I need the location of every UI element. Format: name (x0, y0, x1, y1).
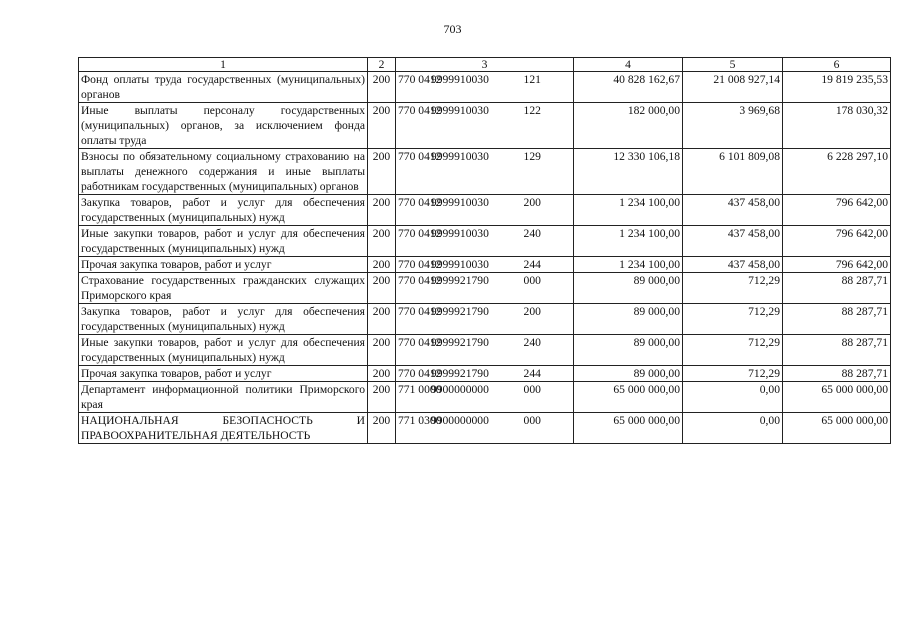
row-expense-type-code: 200 (523, 305, 541, 318)
row-value-col5: 712,29 (683, 273, 783, 304)
column-header: 2 (368, 58, 396, 72)
row-value-col5: 6 101 809,08 (683, 149, 783, 195)
table-row (79, 257, 891, 273)
row-expense-type-code: 122 (523, 104, 541, 117)
table-row (79, 149, 891, 195)
row-value-col6: 796 642,00 (783, 226, 891, 257)
row-name: Иные закупки товаров, работ и услуг для обеспечения государственных (муниципальных) нужд (79, 226, 368, 257)
row-value-col4: 65 000 000,00 (574, 382, 683, 413)
row-ministry-code: 200 (368, 304, 396, 335)
row-classification-code (396, 257, 574, 273)
row-target-code: 9999921790 (430, 274, 489, 287)
row-expense-type-code: 200 (523, 196, 541, 209)
row-section-code: 770 0412 (398, 274, 442, 287)
table-row (79, 304, 891, 335)
table-row (79, 335, 891, 366)
row-value-col6: 6 228 297,10 (783, 149, 891, 195)
row-ministry-code: 200 (368, 72, 396, 103)
row-value-col6: 796 642,00 (783, 195, 891, 226)
row-classification-code (396, 335, 574, 366)
row-expense-type-code: 240 (523, 336, 541, 349)
row-value-col5: 712,29 (683, 335, 783, 366)
row-target-code: 9900000000 (430, 414, 489, 427)
table-row (79, 382, 891, 413)
table-row (79, 413, 891, 444)
table-row (79, 103, 891, 149)
page-number: 703 (443, 22, 462, 36)
row-value-col5: 437 458,00 (683, 257, 783, 273)
row-value-col5: 712,29 (683, 366, 783, 382)
row-ministry-code: 200 (368, 195, 396, 226)
column-header: 5 (683, 58, 783, 72)
row-name: Взносы по обязательному социальному страхованию на выплаты денежного содержания и иные выплаты работникам государственных (муниципальных) органов (79, 149, 368, 195)
row-section-code: 770 0412 (398, 336, 442, 349)
row-ministry-code: 200 (368, 226, 396, 257)
table-row (79, 273, 891, 304)
row-expense-type-code: 000 (523, 414, 541, 427)
row-classification-code (396, 195, 574, 226)
row-classification-code (396, 226, 574, 257)
row-name: Иные закупки товаров, работ и услуг для обеспечения государственных (муниципальных) нужд (79, 335, 368, 366)
row-classification-code (396, 149, 574, 195)
row-target-code: 9999910030 (430, 104, 489, 117)
budget-table (78, 57, 891, 444)
table-row (79, 72, 891, 103)
row-section-code: 770 0412 (398, 150, 442, 163)
row-value-col4: 89 000,00 (574, 335, 683, 366)
row-name: Прочая закупка товаров, работ и услуг (79, 366, 368, 382)
row-value-col6: 65 000 000,00 (783, 413, 891, 444)
row-target-code: 9999921790 (430, 367, 489, 380)
row-section-code: 770 0412 (398, 227, 442, 240)
row-value-col5: 712,29 (683, 304, 783, 335)
row-classification-code (396, 304, 574, 335)
row-name: Фонд оплаты труда государственных (муниципальных) органов (79, 72, 368, 103)
row-value-col5: 3 969,68 (683, 103, 783, 149)
row-ministry-code: 200 (368, 366, 396, 382)
row-section-code: 770 0412 (398, 196, 442, 209)
row-name: НАЦИОНАЛЬНАЯ БЕЗОПАСНОСТЬ И ПРАВООХРАНИТЕЛЬНАЯ ДЕЯТЕЛЬНОСТЬ (79, 413, 368, 444)
row-value-col5: 437 458,00 (683, 226, 783, 257)
row-value-col4: 182 000,00 (574, 103, 683, 149)
row-ministry-code: 200 (368, 257, 396, 273)
row-target-code: 9900000000 (430, 383, 489, 396)
row-ministry-code: 200 (368, 335, 396, 366)
row-value-col6: 88 287,71 (783, 366, 891, 382)
row-expense-type-code: 240 (523, 227, 541, 240)
row-ministry-code: 200 (368, 149, 396, 195)
row-value-col6: 88 287,71 (783, 335, 891, 366)
row-target-code: 9999910030 (430, 258, 489, 271)
column-header: 4 (574, 58, 683, 72)
row-expense-type-code: 244 (523, 367, 541, 380)
row-target-code: 9999910030 (430, 73, 489, 86)
row-expense-type-code: 244 (523, 258, 541, 271)
table-row (79, 366, 891, 382)
row-value-col4: 1 234 100,00 (574, 257, 683, 273)
row-value-col6: 88 287,71 (783, 273, 891, 304)
row-value-col6: 178 030,32 (783, 103, 891, 149)
row-name: Страхование государственных гражданских служащих Приморского края (79, 273, 368, 304)
row-section-code: 770 0412 (398, 305, 442, 318)
row-ministry-code: 200 (368, 413, 396, 444)
row-section-code: 771 0300 (398, 414, 442, 427)
row-classification-code (396, 103, 574, 149)
column-header: 6 (783, 58, 891, 72)
row-value-col4: 89 000,00 (574, 273, 683, 304)
row-value-col5: 0,00 (683, 413, 783, 444)
row-classification-code (396, 413, 574, 444)
table-row (79, 226, 891, 257)
row-target-code: 9999921790 (430, 336, 489, 349)
row-name: Закупка товаров, работ и услуг для обеспечения государственных (муниципальных) нужд (79, 304, 368, 335)
row-name: Иные выплаты персоналу государственных (муниципальных) органов, за исключением фонда оплаты труда (79, 103, 368, 149)
row-value-col6: 88 287,71 (783, 304, 891, 335)
row-target-code: 9999921790 (430, 305, 489, 318)
row-value-col5: 0,00 (683, 382, 783, 413)
row-expense-type-code: 000 (523, 274, 541, 287)
row-target-code: 9999910030 (430, 196, 489, 209)
row-value-col4: 89 000,00 (574, 304, 683, 335)
table-header-row (79, 58, 891, 72)
table-row (79, 195, 891, 226)
row-expense-type-code: 000 (523, 383, 541, 396)
row-section-code: 770 0412 (398, 73, 442, 86)
row-section-code: 770 0412 (398, 258, 442, 271)
row-value-col5: 437 458,00 (683, 195, 783, 226)
row-ministry-code: 200 (368, 103, 396, 149)
row-section-code: 771 0000 (398, 383, 442, 396)
row-target-code: 9999910030 (430, 150, 489, 163)
row-ministry-code: 200 (368, 273, 396, 304)
row-value-col4: 12 330 106,18 (574, 149, 683, 195)
row-classification-code (396, 382, 574, 413)
row-ministry-code: 200 (368, 382, 396, 413)
row-name: Закупка товаров, работ и услуг для обеспечения государственных (муниципальных) нужд (79, 195, 368, 226)
row-classification-code (396, 72, 574, 103)
row-expense-type-code: 121 (523, 73, 541, 86)
row-value-col4: 89 000,00 (574, 366, 683, 382)
row-value-col4: 1 234 100,00 (574, 195, 683, 226)
row-name: Прочая закупка товаров, работ и услуг (79, 257, 368, 273)
row-name: Департамент информационной политики Приморского края (79, 382, 368, 413)
row-classification-code (396, 273, 574, 304)
row-classification-code (396, 366, 574, 382)
row-value-col6: 65 000 000,00 (783, 382, 891, 413)
row-section-code: 770 0412 (398, 104, 442, 117)
row-value-col4: 65 000 000,00 (574, 413, 683, 444)
row-value-col4: 1 234 100,00 (574, 226, 683, 257)
column-header: 1 (79, 58, 368, 72)
row-value-col6: 796 642,00 (783, 257, 891, 273)
row-expense-type-code: 129 (523, 150, 541, 163)
row-value-col5: 21 008 927,14 (683, 72, 783, 103)
row-value-col6: 19 819 235,53 (783, 72, 891, 103)
row-section-code: 770 0412 (398, 367, 442, 380)
column-header: 3 (396, 58, 574, 72)
row-target-code: 9999910030 (430, 227, 489, 240)
row-value-col4: 40 828 162,67 (574, 72, 683, 103)
